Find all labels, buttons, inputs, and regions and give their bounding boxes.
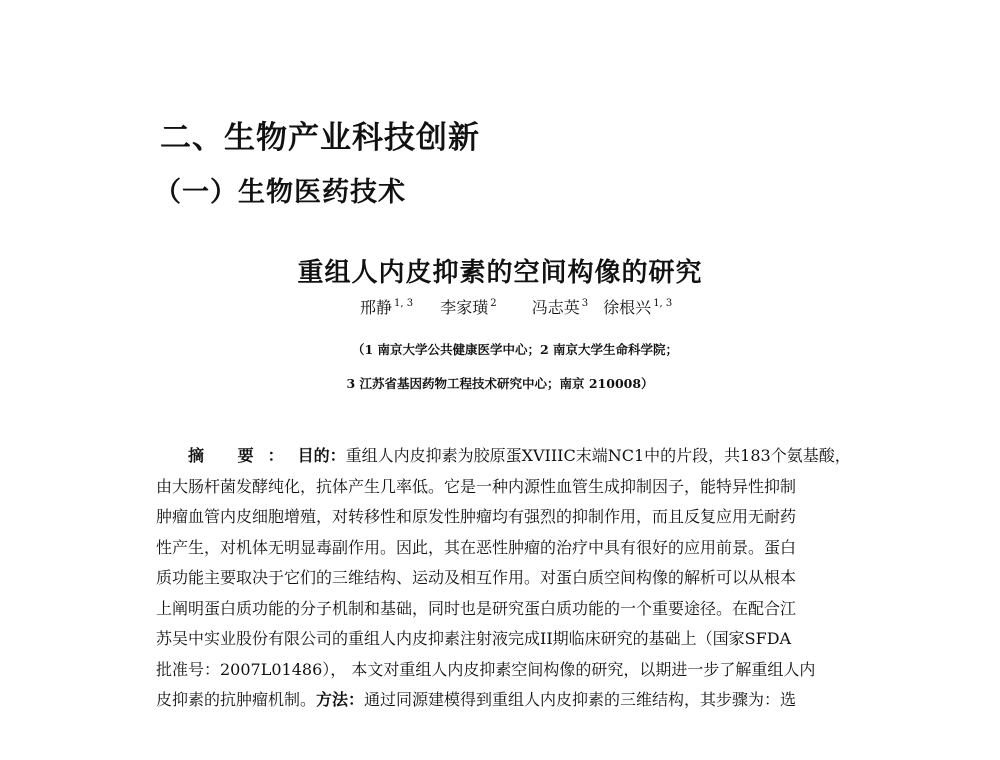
- abstract-text: 通过同源建模得到重组人内皮抑素的三维结构，其步骤为：选: [364, 690, 797, 709]
- abstract-text: 质功能主要取决于它们的三维结构、运动及相互作用。对蛋白质空间构像的解析可以从根本: [156, 568, 797, 587]
- abstract-text: 上阐明蛋白质功能的分子机制和基础，同时也是研究蛋白质功能的一个重要途径。在配合江: [156, 598, 797, 618]
- abstract: [156, 441, 860, 716]
- paper-title: 重组人内皮抑素的空间构像的研究: [297, 258, 703, 288]
- abstract-text: 性产生，对机体无明显毒副作用。因此，其在恶性肿瘤的治疗中具有很好的应用前景。蛋白: [156, 537, 797, 557]
- author: 徐根兴 $^{1, 3}$: [603, 298, 673, 317]
- author: 冯志英 $^3$: [531, 298, 589, 317]
- abstract-text: 皮抑素的抗肿瘤机制。: [156, 690, 317, 709]
- author-list: [360, 295, 672, 318]
- author: 李家璜 $^2$: [440, 298, 497, 317]
- affiliation-line: （1 南京大学公共健康医学中心；2 南京大学生命科学院；: [351, 342, 679, 357]
- abstract-line: [156, 685, 860, 716]
- affiliation-line: 3 江苏省基因药物工程技术研究中心；南京 210008）: [346, 376, 654, 391]
- abstract-text: 由大肠杆菌发酵纯化，抗体产生几率低。它是一种内源性血管生成抑制因子，能特异性抑制: [156, 476, 797, 496]
- abstract-line: [156, 594, 860, 625]
- author: 邢静 $^{1, 3}$: [360, 298, 414, 317]
- abstract-line: [156, 441, 860, 472]
- abstract-text: 肿瘤血管内皮细胞增殖，对转移性和原发性肿瘤均有强烈的抑制作用，而且反复应用无耐药: [156, 507, 797, 526]
- abstract-text: 苏吴中实业股份有限公司的重组人内皮抑素注射液完成II期临床研究的基础上（国家SFDA: [156, 629, 792, 648]
- abstract-line: [156, 655, 860, 686]
- purpose-label: 目的：: [297, 446, 346, 465]
- abstract-line: [156, 624, 860, 655]
- abstract-text: 重组人内皮抑素为胶原蛋XVIIIC末端NC1中的片段，共183个氨基酸，: [345, 446, 851, 465]
- abstract-line: [156, 563, 860, 594]
- subsection-heading: （一）生物医药技术: [154, 177, 406, 208]
- section-heading: 二、生物产业科技创新: [160, 120, 480, 156]
- method-label: 方法：: [316, 690, 365, 709]
- abstract-line: [156, 533, 860, 564]
- abstract-label: 摘 要：: [188, 446, 298, 465]
- abstract-line: [156, 472, 860, 503]
- abstract-line: [156, 502, 860, 533]
- abstract-text: 批准号：2007L01486）， 本文对重组人内皮抑素空间构像的研究，以期进一步了解重组人内: [156, 659, 816, 679]
- abstract-line-content: [188, 441, 851, 472]
- abstract-line-content: [156, 685, 796, 716]
